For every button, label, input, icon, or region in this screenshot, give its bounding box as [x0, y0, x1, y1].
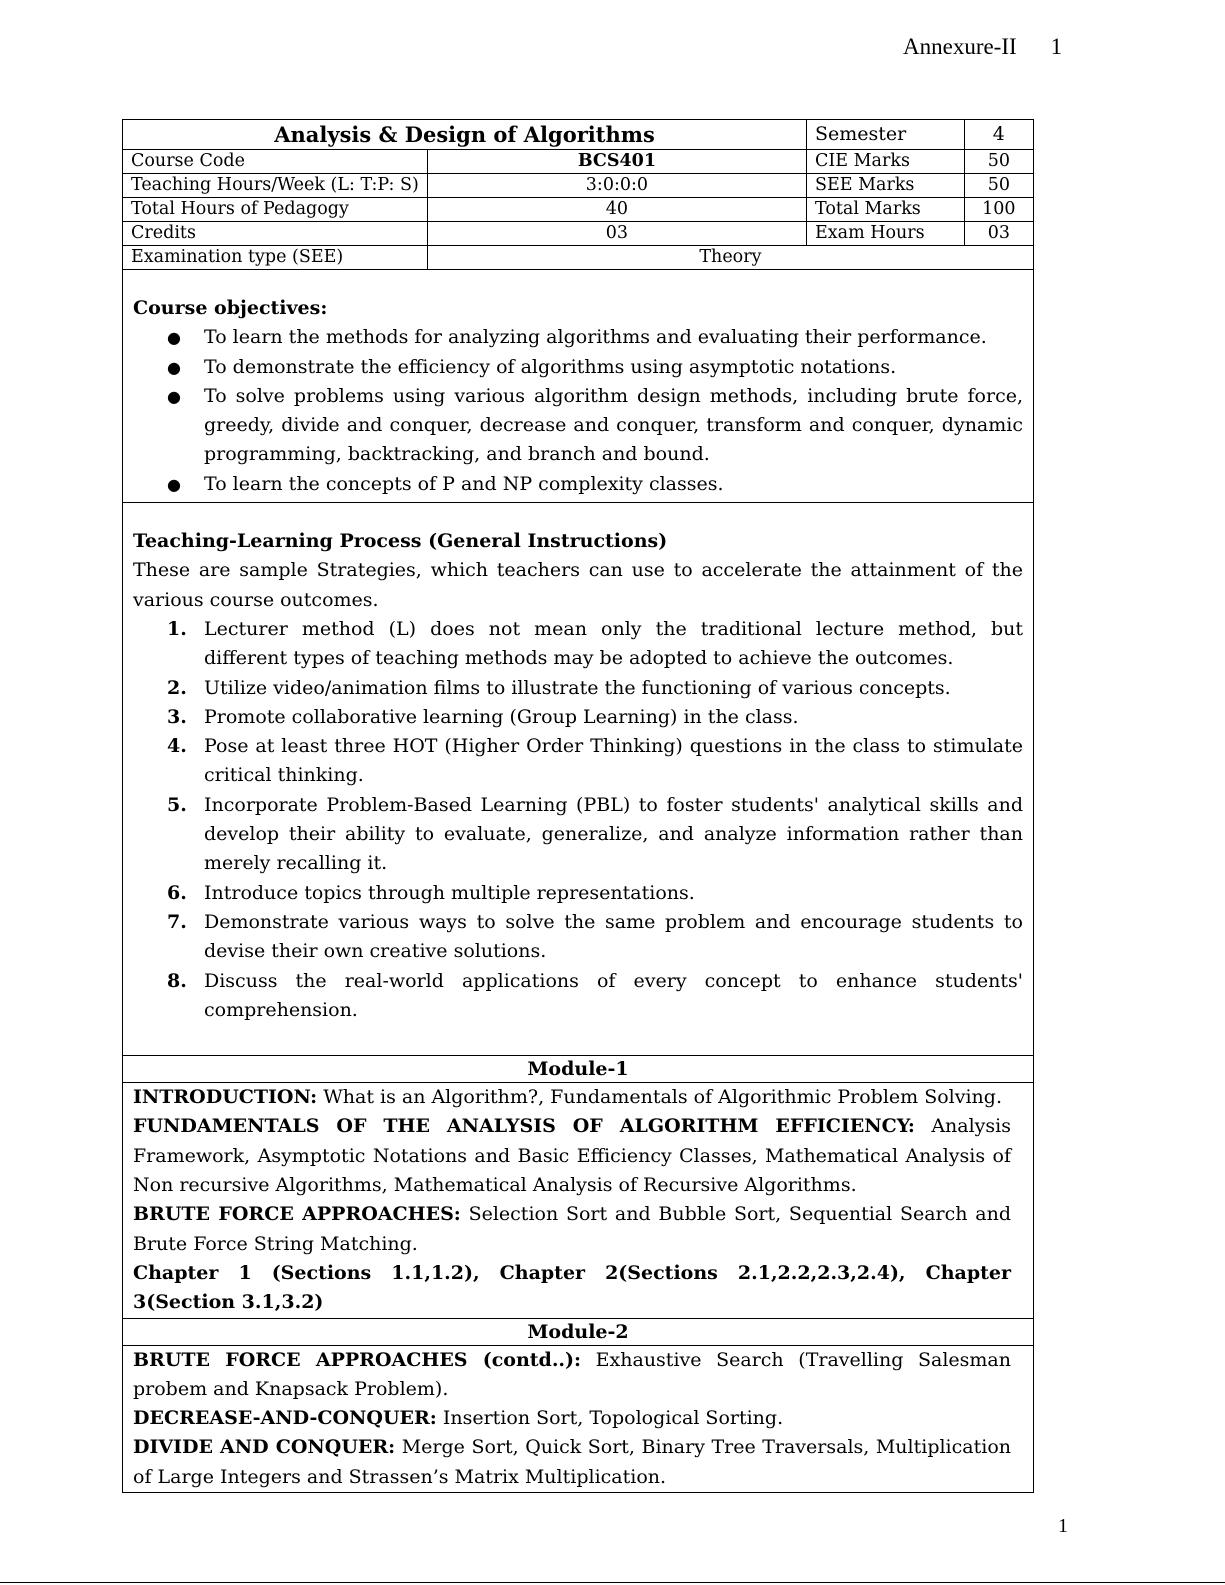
annexure-label: Annexure-II [903, 34, 1017, 59]
list-item [133, 879, 1023, 908]
pedagogy-hours-value: 40 [427, 198, 806, 222]
module-paragraph [133, 1112, 1011, 1200]
bullet-icon: ● [167, 386, 181, 406]
list-item [133, 703, 1023, 732]
item-text: Incorporate Problem-Based Learning (PBL) to foster students' analytical skills and develop their ability to evaluate, generalize, and analyze information rather than merely recalling it. [204, 793, 1023, 875]
total-marks-value: 100 [964, 198, 1033, 222]
teaching-list [133, 615, 1023, 1025]
item-number: 1. [167, 617, 187, 640]
topic-text: Exhaustive Search (Travelling Salesman probem and Knapsack Problem). [133, 1348, 1011, 1400]
cie-marks-label: CIE Marks [807, 150, 965, 174]
syllabus-document [122, 119, 1034, 1493]
teaching-hours-value: 3:0:0:0 [427, 174, 806, 198]
credits-value: 03 [427, 222, 806, 246]
module-2-title: Module-2 [123, 1318, 1033, 1345]
module-paragraph [133, 1433, 1011, 1492]
objective-text: To learn the methods for analyzing algorithms and evaluating their performance. [204, 326, 987, 349]
module-paragraph [133, 1083, 1011, 1112]
pedagogy-hours-label: Total Hours of Pedagogy [123, 198, 427, 222]
total-marks-label: Total Marks [807, 198, 965, 222]
course-objectives-section [123, 269, 1033, 502]
item-text: Promote collaborative learning (Group Learning) in the class. [204, 705, 799, 728]
table-row [123, 222, 1033, 246]
topic-text: Selection Sort and Bubble Sort, Sequential Search and Brute Force String Matching. [133, 1203, 1011, 1255]
bottom-divider [0, 1582, 1225, 1583]
item-number: 8. [167, 969, 187, 992]
objectives-list [133, 323, 1023, 499]
item-text: Discuss the real-world applications of every concept to enhance students' comprehension. [204, 969, 1023, 1021]
topic-text: Merge Sort, Quick Sort, Binary Tree Traversals, Multiplication of Large Integers and Strassen’s Matrix Multiplication. [133, 1436, 1011, 1488]
objective-text: To solve problems using various algorithm design methods, including brute force, greedy, divide and conquer, decrease and conquer, transform and conquer, dynamic programming, backtracking, and branch and bound. [204, 384, 1023, 466]
list-item [133, 908, 1023, 967]
objectives-heading: Course objectives: [133, 297, 328, 319]
see-marks-value: 50 [964, 174, 1033, 198]
module-1-body [123, 1082, 1033, 1317]
module-2-body [123, 1345, 1033, 1492]
exam-type-value: Theory [427, 246, 1033, 270]
objective-text: To learn the concepts of P and NP complexity classes. [204, 472, 724, 495]
list-item [133, 615, 1023, 674]
exam-hours-label: Exam Hours [807, 222, 965, 246]
header-page-number: 1 [1050, 34, 1063, 59]
topic-text: Analysis Framework, Asymptotic Notations and Basic Efficiency Classes, Mathematical Analysis of Non recursive Algorithms, Mathematical Analysis of Recursive Algorithms. [133, 1115, 1011, 1197]
item-number: 4. [167, 735, 187, 758]
item-text: Pose at least three HOT (Higher Order Thinking) questions in the class to stimulate critical thinking. [204, 735, 1023, 787]
page-header [903, 34, 1062, 60]
bullet-icon: ● [167, 474, 181, 494]
table-row [123, 120, 1033, 150]
course-info-table [123, 120, 1033, 269]
topic-heading: DECREASE-AND-CONQUER: [133, 1407, 437, 1430]
list-item [133, 967, 1023, 1026]
see-marks-label: SEE Marks [807, 174, 965, 198]
item-number: 2. [167, 676, 187, 699]
teaching-learning-section [123, 502, 1033, 1055]
table-row [123, 246, 1033, 270]
course-code-label: Course Code [123, 150, 427, 174]
module-paragraph [133, 1259, 1011, 1318]
list-item [133, 353, 1023, 382]
exam-hours-value: 03 [964, 222, 1033, 246]
topic-heading: FUNDAMENTALS OF THE ANALYSIS OF ALGORITHM EFFICIENCY: [133, 1115, 915, 1138]
item-number: 5. [167, 793, 187, 816]
topic-heading: BRUTE FORCE APPROACHES: [133, 1203, 461, 1226]
teaching-hours-label: Teaching Hours/Week (L: T:P: S) [123, 174, 427, 198]
objective-text: To demonstrate the efficiency of algorithms using asymptotic notations. [204, 355, 897, 378]
item-number: 3. [167, 705, 187, 728]
topic-text: What is an Algorithm?, Fundamentals of Algorithmic Problem Solving. [317, 1086, 1002, 1109]
semester-label: Semester [807, 120, 965, 150]
chapter-references: Chapter 1 (Sections 1.1,1.2), Chapter 2(Sections 2.1,2.2,2.3,2.4), Chapter 3(Section 3.1,3.2) [133, 1261, 1011, 1314]
topic-heading: INTRODUCTION: [133, 1086, 318, 1109]
item-text: Demonstrate various ways to solve the same problem and encourage students to devise their own creative solutions. [204, 910, 1023, 963]
topic-heading: BRUTE FORCE APPROACHES (contd..): [133, 1348, 582, 1371]
bullet-icon: ● [167, 328, 181, 348]
bullet-icon: ● [167, 357, 181, 377]
cie-marks-value: 50 [964, 150, 1033, 174]
list-item [133, 791, 1023, 879]
topic-text: Insertion Sort, Topological Sorting. [436, 1407, 784, 1430]
item-number: 6. [167, 881, 187, 904]
module-paragraph [133, 1346, 1011, 1405]
list-item [133, 382, 1023, 470]
item-text: Lecturer method (L) does not mean only the traditional lecture method, but different types of teaching methods may be adopted to achieve the outcomes. [204, 617, 1023, 670]
item-number: 7. [167, 910, 187, 933]
credits-label: Credits [123, 222, 427, 246]
table-row [123, 198, 1033, 222]
table-row [123, 150, 1033, 174]
module-1-title: Module-1 [123, 1055, 1033, 1082]
teaching-heading: Teaching-Learning Process (General Instructions) [133, 530, 668, 553]
module-paragraph [133, 1404, 1011, 1433]
item-text: Utilize video/animation films to illustrate the functioning of various concepts. [204, 676, 951, 699]
course-code-value: BCS401 [427, 150, 806, 174]
course-title: Analysis & Design of Algorithms [123, 120, 807, 150]
module-paragraph [133, 1200, 1011, 1259]
list-item [133, 470, 1023, 499]
list-item [133, 732, 1023, 791]
footer-page-number: 1 [1058, 1515, 1068, 1537]
table-row [123, 174, 1033, 198]
list-item [133, 323, 1023, 352]
item-text: Introduce topics through multiple representations. [204, 881, 695, 904]
semester-value: 4 [964, 120, 1033, 150]
topic-heading: DIVIDE AND CONQUER: [133, 1436, 396, 1459]
teaching-intro: These are sample Strategies, which teachers can use to accelerate the attainment of the various course outcomes. [133, 559, 1023, 611]
exam-type-label: Examination type (SEE) [123, 246, 427, 270]
list-item [133, 674, 1023, 703]
